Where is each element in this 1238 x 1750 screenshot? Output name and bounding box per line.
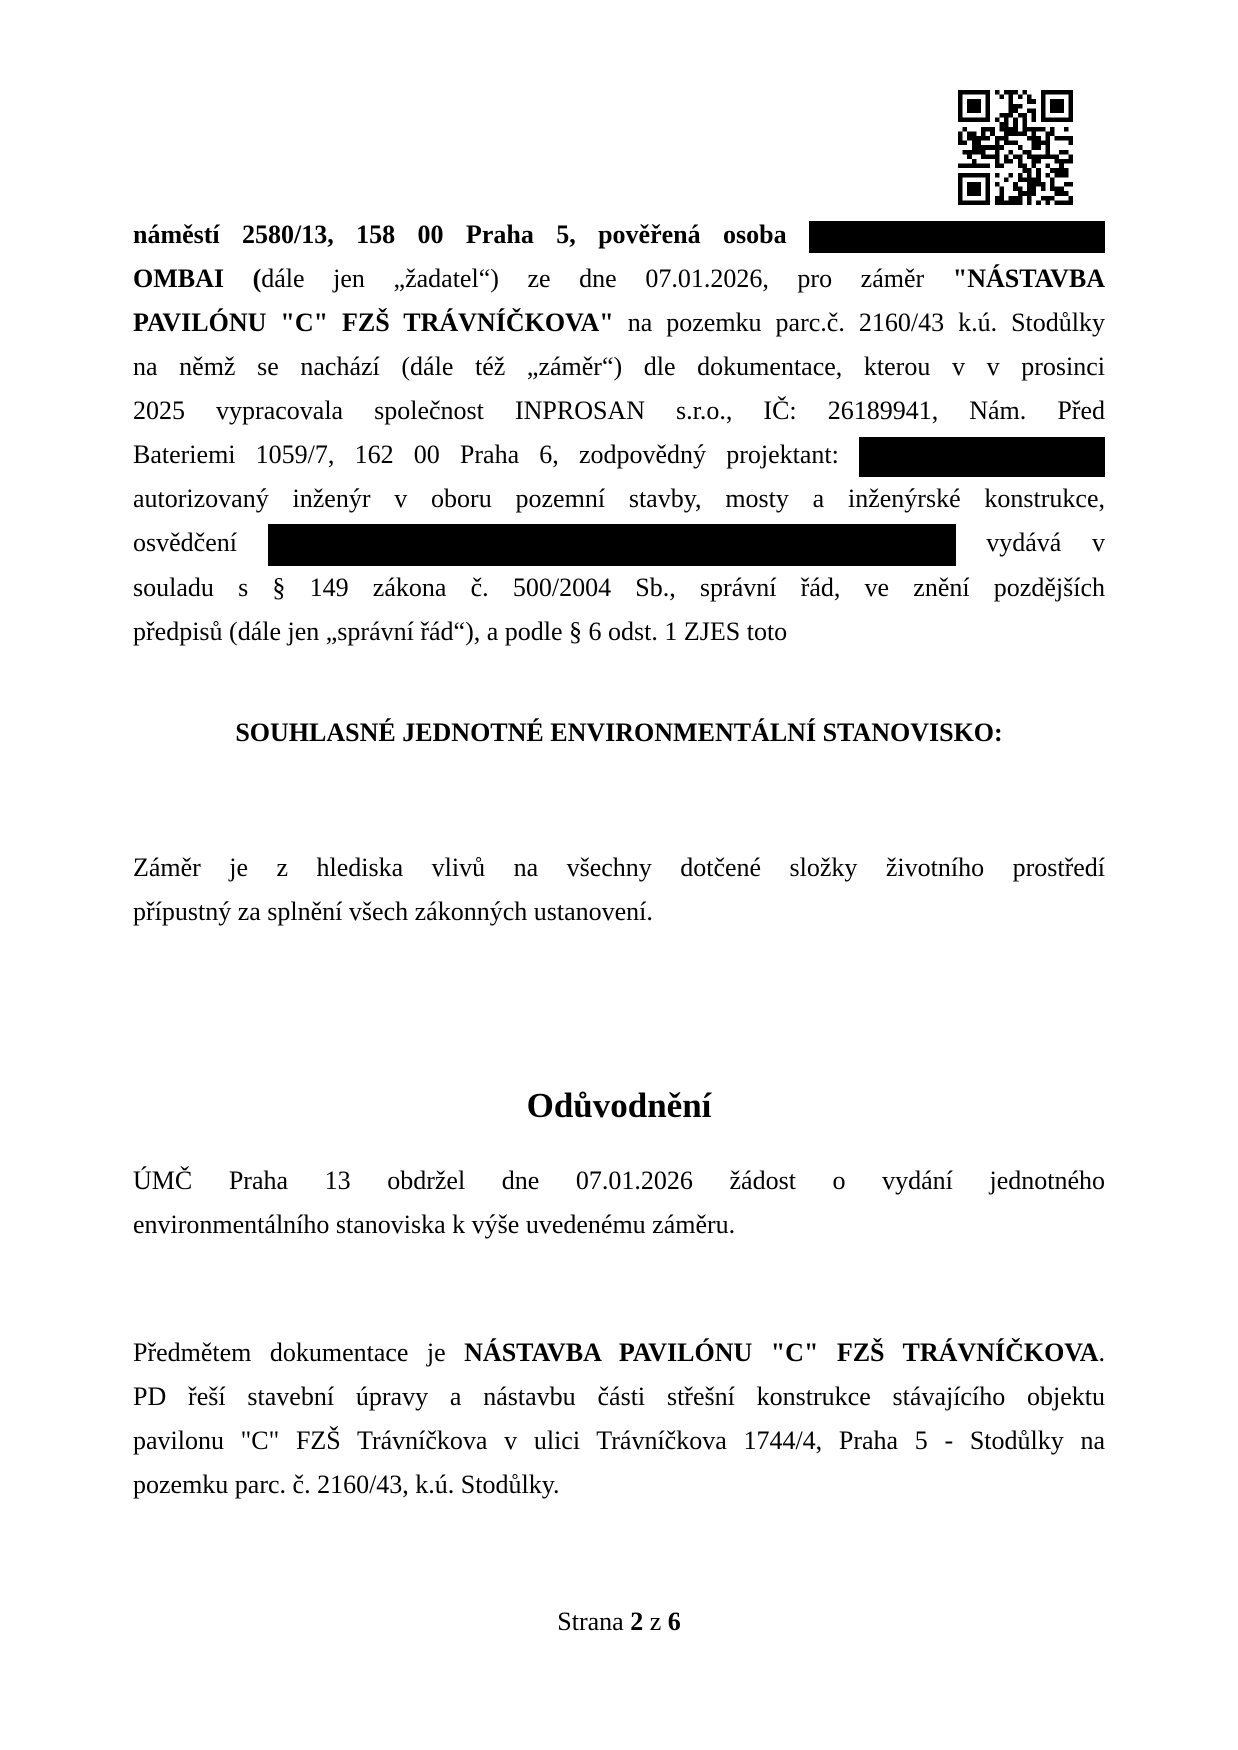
text-segment: PAVILÓNU "C" FZŠ TRÁVNÍČKOVA" bbox=[133, 308, 614, 337]
qr-code-icon bbox=[958, 90, 1073, 205]
text-line bbox=[133, 846, 1105, 890]
received-paragraph bbox=[133, 1159, 1105, 1247]
text-segment: dále jen „žadatel“) ze dne 07.01.2026, pro záměr bbox=[261, 264, 953, 293]
text-segment: na němž se nachází (dále též „záměr“) dle dokumentace, kterou v v prosinci bbox=[133, 352, 1105, 381]
text-line bbox=[133, 213, 1105, 257]
text-line bbox=[133, 1375, 1105, 1419]
text-line bbox=[133, 1159, 1105, 1203]
text-segment: pozemku parc. č. 2160/43, k.ú. Stodůlky. bbox=[133, 1470, 560, 1499]
text-segment: Záměr je z hlediska vlivů na všechny dotčené složky životního prostředí bbox=[133, 853, 1105, 882]
footer-page-number: 2 bbox=[630, 1607, 644, 1636]
text-segment: PD řeší stavební úpravy a nástavbu části střešní konstrukce stávajícího objektu bbox=[133, 1382, 1105, 1411]
redaction-bar bbox=[809, 221, 1105, 253]
text-line bbox=[133, 389, 1105, 433]
justification-heading: Odůvodnění bbox=[526, 1086, 712, 1125]
text-line bbox=[133, 566, 1105, 610]
redaction-bar bbox=[268, 524, 956, 566]
text-line bbox=[133, 301, 1105, 345]
text-line bbox=[133, 345, 1105, 389]
text-segment: NÁSTAVBA PAVILÓNU "C" FZŠ TRÁVNÍČKOVA bbox=[464, 1338, 1099, 1367]
text-line bbox=[133, 610, 1105, 654]
text-line bbox=[133, 477, 1105, 521]
text-segment: na pozemku parc.č. 2160/43 k.ú. Stodůlky bbox=[613, 308, 1105, 337]
text-segment: souladu s § 149 zákona č. 500/2004 Sb., správní řád, ve znění pozdějších bbox=[133, 573, 1105, 603]
text-line bbox=[133, 1419, 1105, 1463]
text-segment: "NÁSTAVBA bbox=[952, 264, 1105, 293]
page-footer bbox=[133, 1606, 1105, 1638]
text-line bbox=[133, 521, 1105, 566]
text-segment: osvědčení bbox=[133, 528, 237, 558]
text-line bbox=[133, 890, 1105, 934]
text-segment bbox=[237, 528, 268, 557]
text-line bbox=[133, 1463, 1105, 1507]
text-line bbox=[133, 257, 1105, 301]
text-segment: . bbox=[1098, 1338, 1105, 1367]
text-segment: předpisů (dále jen „správní řád“), a podle § 6 odst. 1 ZJES toto bbox=[133, 617, 788, 647]
intro-paragraph bbox=[133, 213, 1105, 654]
footer-of-label: z bbox=[649, 1607, 662, 1636]
text-line bbox=[133, 1331, 1105, 1375]
text-line bbox=[133, 433, 1105, 477]
text-segment: pavilonu "C" FZŠ Trávníčkova v ulici Trávníčkova 1744/4, Praha 5 - Stodůlky na bbox=[133, 1426, 1105, 1455]
text-segment bbox=[787, 220, 809, 249]
text-segment: Bateriemi 1059/7, 162 00 Praha 6, zodpovědný projektant: bbox=[133, 440, 839, 469]
redaction-bar bbox=[859, 437, 1105, 477]
text-segment: přípustný za splnění všech zákonných ustanovení. bbox=[133, 897, 653, 926]
footer-label: Strana bbox=[557, 1607, 624, 1636]
footer-total-pages: 6 bbox=[667, 1607, 681, 1636]
verdict-paragraph bbox=[133, 846, 1105, 934]
text-segment bbox=[839, 440, 859, 469]
text-segment: OMBAI ( bbox=[133, 264, 262, 293]
text-segment: environmentálního stanoviska k výše uvedenému záměru. bbox=[133, 1210, 736, 1239]
text-segment: Předmětem dokumentace je bbox=[133, 1338, 465, 1367]
statement-heading: SOUHLASNÉ JEDNOTNÉ ENVIRONMENTÁLNÍ STANOVISKO: bbox=[235, 718, 1003, 747]
text-segment: autorizovaný inženýr v oboru pozemní stavby, mosty a inženýrské konstrukce, bbox=[133, 484, 1105, 514]
text-line bbox=[133, 1203, 1105, 1247]
text-segment: vydává v bbox=[955, 528, 1105, 558]
text-segment: 2025 vypracovala společnost INPROSAN s.r.o., IČ: 26189941, Nám. Před bbox=[133, 396, 1105, 425]
text-segment: ÚMČ Praha 13 obdržel dne 07.01.2026 žádost o vydání jednotného bbox=[133, 1166, 1105, 1195]
subject-paragraph bbox=[133, 1331, 1105, 1507]
text-segment: náměstí 2580/13, 158 00 Praha 5, pověřená osoba bbox=[133, 220, 787, 249]
